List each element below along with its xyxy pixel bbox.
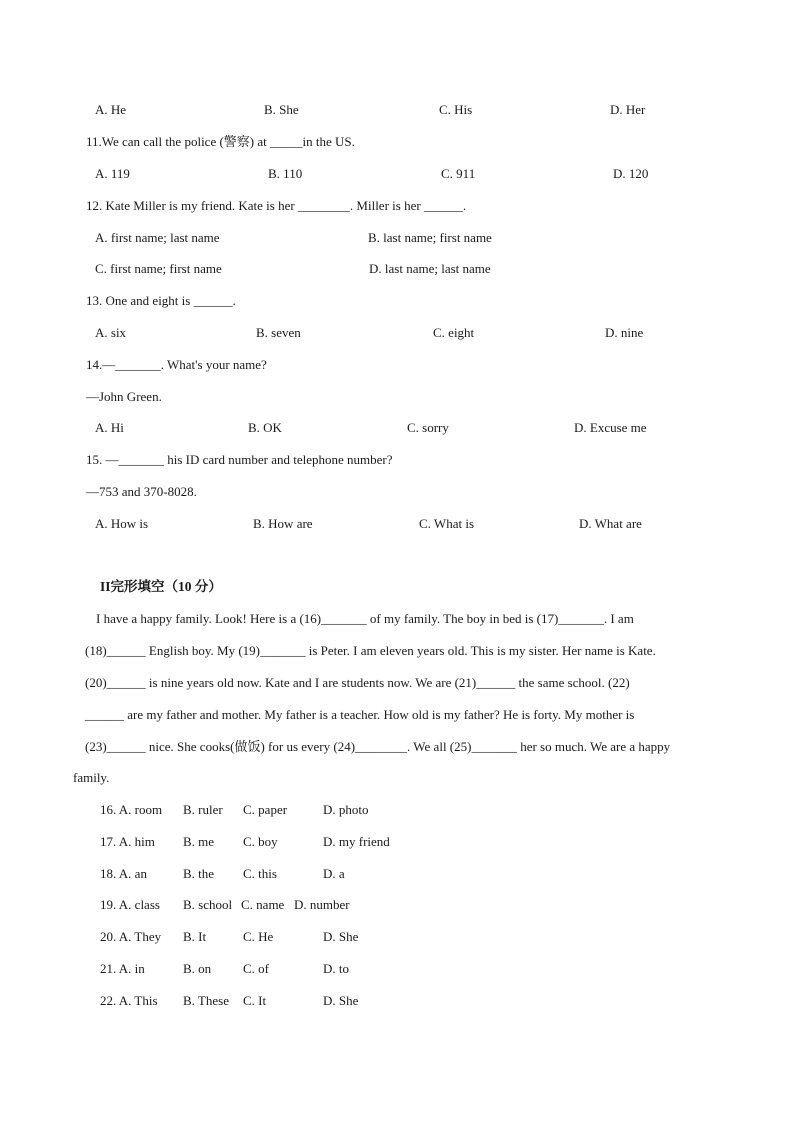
q13-option-a: A. six	[95, 325, 127, 340]
passage-line-4: ______ are my father and mother. My father is a teacher. How old is my father? He is forty. My mother is	[85, 707, 635, 722]
q15-option-c: C. What is	[419, 516, 475, 531]
q21-option-d: D. to	[323, 961, 349, 976]
q16-option-b: B. ruler	[183, 802, 223, 817]
q12-stem: 12. Kate Miller is my friend. Kate is her ________. Miller is her ______.	[86, 198, 467, 213]
q20-option-b: B. It	[183, 929, 207, 944]
q18-number-option-a: 18. A. an	[100, 866, 147, 881]
section-heading: II完形填空（10 分）	[100, 579, 222, 594]
q19-option-b: B. school	[183, 897, 233, 912]
passage-line-5: (23)______ nice. She cooks(做饭) for us every (24)________. We all (25)_______ her so much. We are a happy	[85, 739, 671, 754]
q12-option-a: A. first name; last name	[95, 230, 220, 245]
q10-option-d: D. Her	[610, 102, 646, 117]
q19-number-option-a: 19. A. class	[100, 897, 160, 912]
q11-option-b: B. 110	[268, 166, 303, 181]
q14-option-c: C. sorry	[407, 420, 449, 435]
q17-option-b: B. me	[183, 834, 215, 849]
q15-option-d: D. What are	[579, 516, 642, 531]
q11-option-a: A. 119	[95, 166, 130, 181]
q14-answer-line: —John Green.	[86, 389, 162, 404]
q17-option-c: C. boy	[243, 834, 278, 849]
q11-option-d: D. 120	[613, 166, 649, 181]
q21-number-option-a: 21. A. in	[100, 961, 145, 976]
q20-option-d: D. She	[323, 929, 359, 944]
q20-option-c: C. He	[243, 929, 274, 944]
q21-option-b: B. on	[183, 961, 212, 976]
passage-line-1: I have a happy family. Look! Here is a (16)_______ of my family. The boy in bed is (17)_______. I am	[96, 611, 634, 626]
q18-option-d: D. a	[323, 866, 345, 881]
q16-option-d: D. photo	[323, 802, 369, 817]
q17-option-d: D. my friend	[323, 834, 390, 849]
q21-option-c: C. of	[243, 961, 269, 976]
q16-option-c: C. paper	[243, 802, 288, 817]
q11-stem: 11.We can call the police (警察) at _____in the US.	[86, 134, 355, 149]
q19-option-d: D. number	[294, 897, 350, 912]
q22-number-option-a: 22. A. This	[100, 993, 158, 1008]
q20-number-option-a: 20. A. They	[100, 929, 162, 944]
q15-option-a: A. How is	[95, 516, 149, 531]
q15-answer-line: —753 and 370-8028.	[86, 484, 197, 499]
q15-stem: 15. —_______ his ID card number and telephone number?	[86, 452, 393, 467]
q13-option-d: D. nine	[605, 325, 644, 340]
q13-option-b: B. seven	[256, 325, 301, 340]
q18-option-c: C. this	[243, 866, 277, 881]
q22-option-d: D. She	[323, 993, 359, 1008]
q14-option-a: A. Hi	[95, 420, 124, 435]
q18-option-b: B. the	[183, 866, 215, 881]
q14-stem: 14.—_______. What's your name?	[86, 357, 267, 372]
q12-option-d: D. last name; last name	[369, 261, 491, 276]
passage-line-3: (20)______ is nine years old now. Kate and I are students now. We are (21)______ the same school. (22)	[85, 675, 630, 690]
q10-option-a: A. He	[95, 102, 127, 117]
q17-number-option-a: 17. A. him	[100, 834, 155, 849]
q22-option-b: B. These	[183, 993, 229, 1008]
q14-option-b: B. OK	[248, 420, 282, 435]
q14-option-d: D. Excuse me	[574, 420, 647, 435]
q13-stem: 13. One and eight is ______.	[86, 293, 236, 308]
q10-option-b: B. She	[264, 102, 299, 117]
q16-number-option-a: 16. A. room	[100, 802, 163, 817]
q19-option-c: C. name	[241, 897, 285, 912]
q10-option-c: C. His	[439, 102, 473, 117]
q12-option-b: B. last name; first name	[368, 230, 492, 245]
q11-option-c: C. 911	[441, 166, 476, 181]
q12-option-c: C. first name; first name	[95, 261, 222, 276]
q15-option-b: B. How are	[253, 516, 313, 531]
q13-option-c: C. eight	[433, 325, 475, 340]
q22-option-c: C. It	[243, 993, 267, 1008]
passage-line-6: family.	[73, 770, 110, 785]
passage-line-2: (18)______ English boy. My (19)_______ is Peter. I am eleven years old. This is my sister. Her name is Kate.	[85, 643, 656, 658]
